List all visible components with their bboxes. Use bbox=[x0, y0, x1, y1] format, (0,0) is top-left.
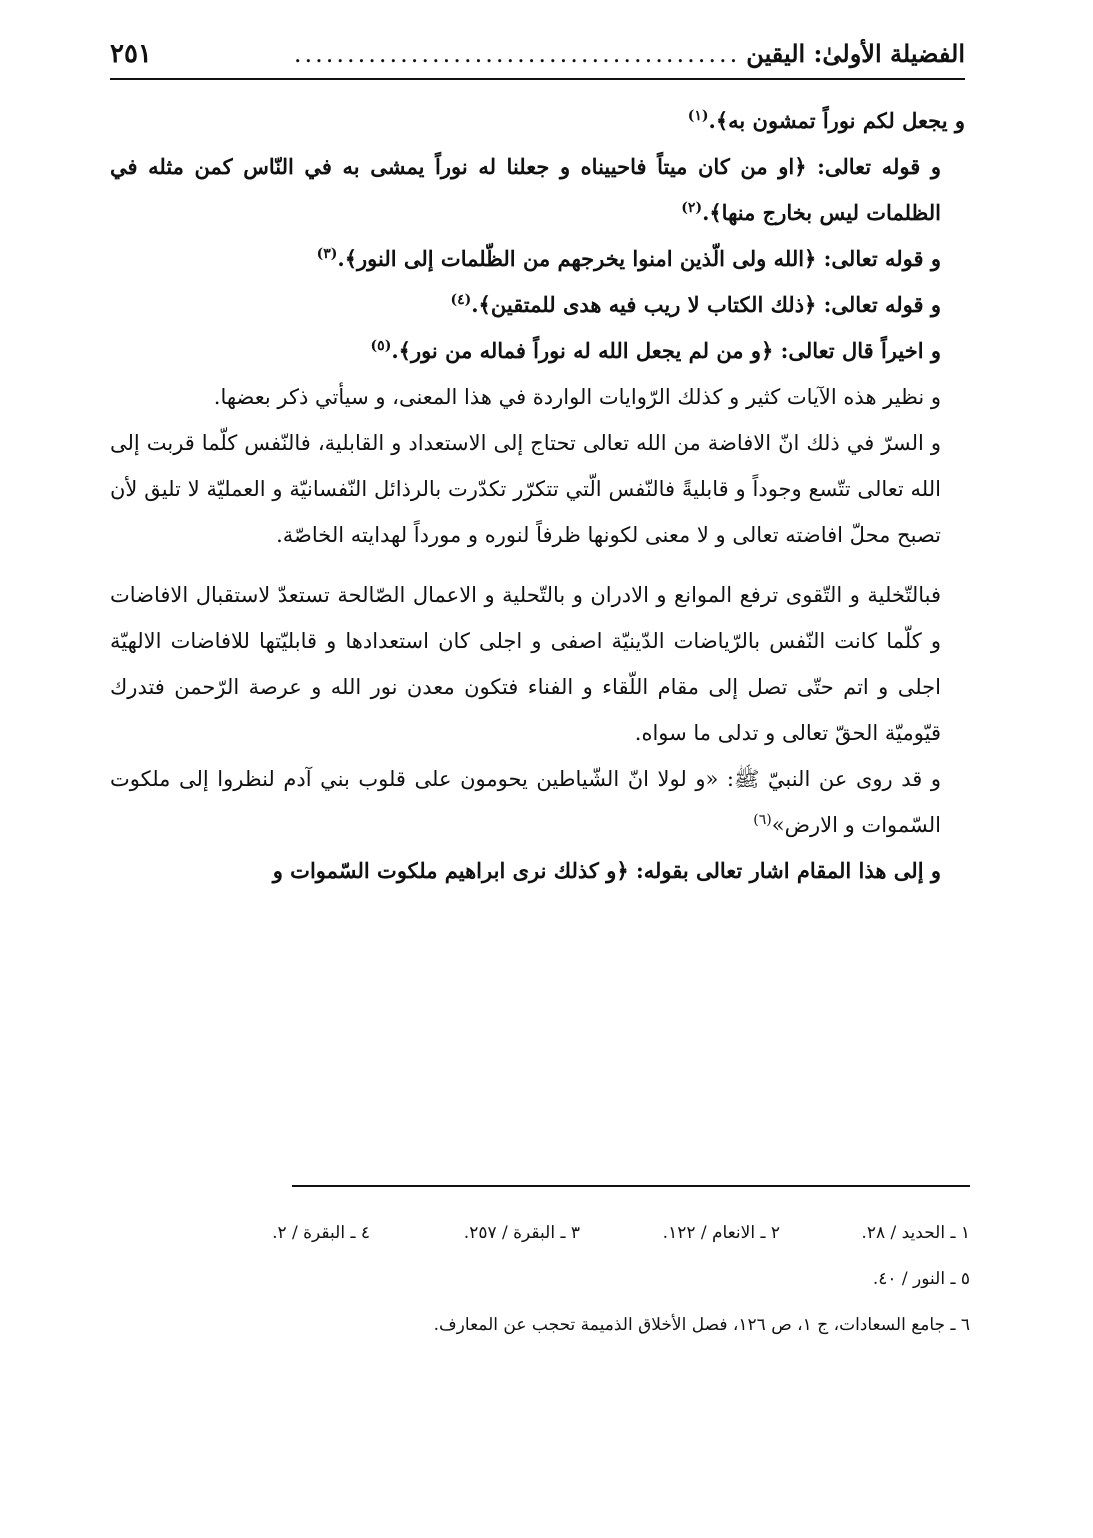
footnote-row bbox=[150, 1256, 970, 1302]
paragraph bbox=[110, 756, 965, 848]
footnote-3: ٣ ـ البقرة / ٢٥٧. bbox=[463, 1223, 580, 1243]
paragraph bbox=[110, 420, 965, 558]
paragraph bbox=[110, 572, 965, 756]
chapter-title: الفضيلة الأولىٰ: اليقين bbox=[746, 39, 965, 68]
paragraph-text: و يجعل لكم نوراً تمشون به﴾. bbox=[708, 108, 965, 133]
paragraph-text: و قوله تعالى: ﴿او من كان ميتاً فاحييناه و جعلنا له نوراً يمشى به في النّاس كمن مثله في الظلمات ليس بخارج منها﴾. bbox=[110, 154, 941, 225]
footnote-4: ٤ ـ البقرة / ٢. bbox=[272, 1223, 370, 1243]
footnote-ref: (٣) bbox=[316, 246, 338, 262]
footnote-5: ٥ ـ النور / ٤٠. bbox=[872, 1269, 970, 1289]
paragraph-text: و اخيراً قال تعالى: ﴿و من لم يجعل الله له نوراً فماله من نور﴾. bbox=[391, 338, 941, 363]
paragraph bbox=[110, 236, 965, 282]
footnote-6: ٦ ـ جامع السعادات، ج ١، ص ١٢٦، فصل الأخلاق الذميمة تحجب عن المعارف. bbox=[433, 1315, 970, 1335]
paragraph-text: فبالتّخلية و التّقوى ترفع الموانع و الادران و بالتّحلية و الاعمال الصّالحة تستعدّ لاستقبال الافاضات و كلّما كانت النّفس بالرّياضات الدّينيّة اصفى و اجلى كان استعدادها و قابليّتها للافاضات الالهيّة اجلى و اتم حتّى تصل إلى مقام اللّقاء و الفناء فتكون معدن نور الله و عرصة الرّحمن فتدرك قيّوميّة الحقّ تعالى و تدلى ما سواه. bbox=[110, 583, 941, 745]
paragraph-text: و قوله تعالى: ﴿ذلك الكتاب لا ريب فيه هدى للمتقين﴾. bbox=[471, 292, 941, 317]
paragraph bbox=[110, 374, 965, 420]
footnote-row bbox=[150, 1210, 970, 1256]
footnote-ref: (٢) bbox=[681, 200, 703, 216]
paragraph-text: و قوله تعالى: ﴿الله ولى الّذين امنوا يخرجهم من الظّلمات إلى النور﴾. bbox=[337, 246, 941, 271]
paragraph bbox=[110, 328, 965, 374]
footnote-1: ١ ـ الحديد / ٢٨. bbox=[861, 1223, 970, 1243]
footnote-ref: (١) bbox=[687, 108, 709, 124]
paragraph bbox=[110, 848, 965, 894]
leader-dots: .......................................... bbox=[293, 40, 741, 68]
document-page bbox=[110, 30, 965, 894]
body-text bbox=[110, 98, 965, 894]
footnote-ref: (٤) bbox=[450, 292, 472, 308]
paragraph-text: و قد روى عن النبيّ ﷺ: «و لولا انّ الشّياطين يحومون على قلوب بني آدم لنظروا إلى ملكوت السّموات و الارض» bbox=[110, 767, 941, 837]
paragraph bbox=[110, 144, 965, 236]
footnote-ref: (٦) bbox=[753, 812, 772, 828]
page-number: ٢٥١ bbox=[110, 39, 152, 69]
footnote-separator bbox=[292, 1185, 970, 1187]
footnote-ref: (٥) bbox=[370, 338, 392, 354]
paragraph-text: و السرّ في ذلك انّ الافاضة من الله تعالى تحتاج إلى الاستعداد و القابلية، فالنّفس كلّما قربت إلى الله تعالى تتّسع وجوداً و قابليةً فالنّفس الّتي تتكرّر تكدّرت بالرذائل النّفسانيّة و العمليّة لا تليق لأن تصبح محلّ افاضته تعالى و لا معنى لكونها ظرفاً لنوره و مورداً لهدايته الخاصّة. bbox=[110, 431, 941, 547]
paragraph bbox=[110, 98, 965, 144]
footnote-row bbox=[150, 1302, 970, 1348]
paragraph-text: و نظير هذه الآيات كثير و كذلك الرّوايات الواردة في هذا المعنى، و سيأتي ذكر بعضها. bbox=[213, 385, 941, 409]
footnote-2: ٢ ـ الانعام / ١٢٢. bbox=[662, 1223, 780, 1243]
footnotes bbox=[150, 1210, 970, 1348]
paragraph-text: و إلى هذا المقام اشار تعالى بقوله: ﴿و كذلك نرى ابراهيم ملكوت السّموات و bbox=[272, 858, 941, 883]
paragraph bbox=[110, 282, 965, 328]
running-header bbox=[110, 30, 965, 80]
